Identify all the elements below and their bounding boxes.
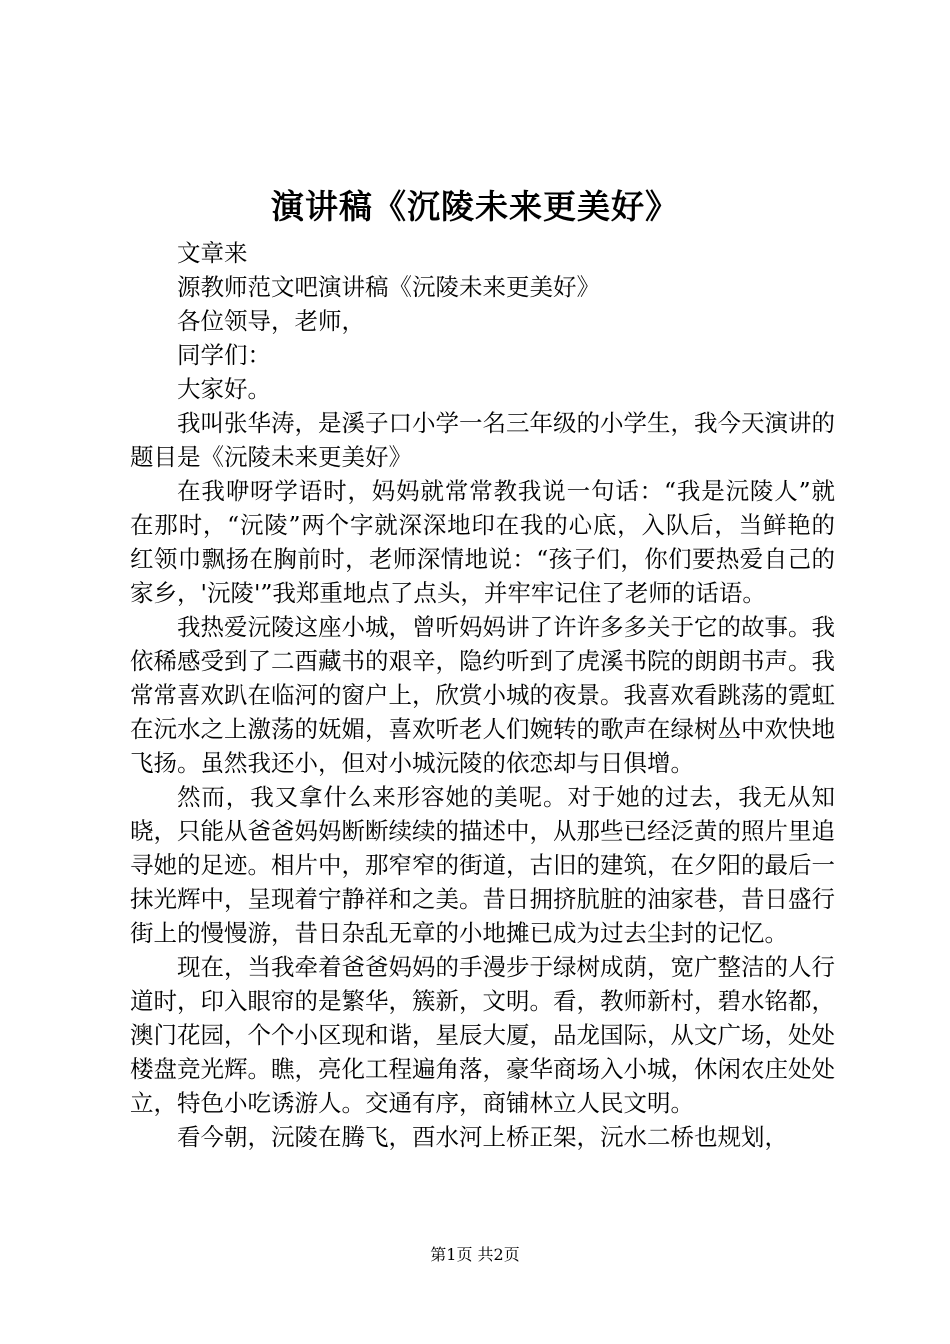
page-number-footer: 第1页 共2页: [430, 1245, 520, 1264]
paragraph: 然而，我又拿什么来形容她的美呢。对于她的过去，我无从知晓，只能从爸爸妈妈断断续续的描述中，从那些已经泛黄的照片里追寻她的足迹。相片中，那窄窄的街道，古旧的建筑，在夕阳的最后一抹光辉中，呈现着宁静祥和之美。昔日拥挤肮脏的油家巷，昔日盛行街上的慢慢游，昔日杂乱无章的小地摊已成为过去尘封的记忆。: [130, 783, 835, 947]
paragraph: 我热爱沅陵这座小城，曾听妈妈讲了许许多多关于它的故事。我依稀感受到了二酉藏书的艰辛，隐约听到了虎溪书院的朗朗书声。我常常喜欢趴在临河的窗户上，欣赏小城的夜景。我喜欢看跳荡的霓虹在沅水之上激荡的妩媚，喜欢听老人们婉转的歌声在绿树丛中欢快地飞扬。虽然我还小，但对小城沅陵的依恋却与日俱增。: [130, 613, 835, 777]
paragraph: 源教师范文吧演讲稿《沅陵未来更美好》: [177, 273, 600, 301]
paragraph: 同学们：: [177, 341, 271, 369]
document-title: 演讲稿《沉陵未来更美好》: [271, 187, 679, 226]
paragraph: 各位领导，老师，: [177, 307, 365, 335]
paragraph: 现在，当我牵着爸爸妈妈的手漫步于绿树成荫，宽广整洁的人行道时，印入眼帘的是繁华，簇新，文明。看，教师新村，碧水铭都，澳门花园，个个小区现和谐，星辰大厦，品龙国际，从文广场，处处楼盘竞光辉。瞧，亮化工程遍角落，豪华商场入小城，休闲农庄处处立，特色小吃诱游人。交通有序，商铺林立人民文明。: [130, 953, 835, 1117]
paragraph: 大家好。: [177, 375, 271, 403]
document-body: [130, 236, 835, 1154]
paragraph: 看今朝，沅陵在腾飞，酉水河上桥正架，沅水二桥也规划，: [177, 1123, 788, 1151]
paragraph: 文章来: [177, 239, 248, 267]
paragraph: 在我咿呀学语时，妈妈就常常教我说一句话：“我是沅陵人”就在那时，“沅陵”两个字就深深地印在我的心底，入队后，当鲜艳的红领巾飘扬在胸前时，老师深情地说：“孩子们，你们要热爱自己的家乡，'沅陵'”我郑重地点了点头，并牢牢记住了老师的话语。: [130, 477, 835, 607]
paragraph: 我叫张华涛，是溪子口小学一名三年级的小学生，我今天演讲的题目是《沅陵未来更美好》: [130, 409, 835, 471]
